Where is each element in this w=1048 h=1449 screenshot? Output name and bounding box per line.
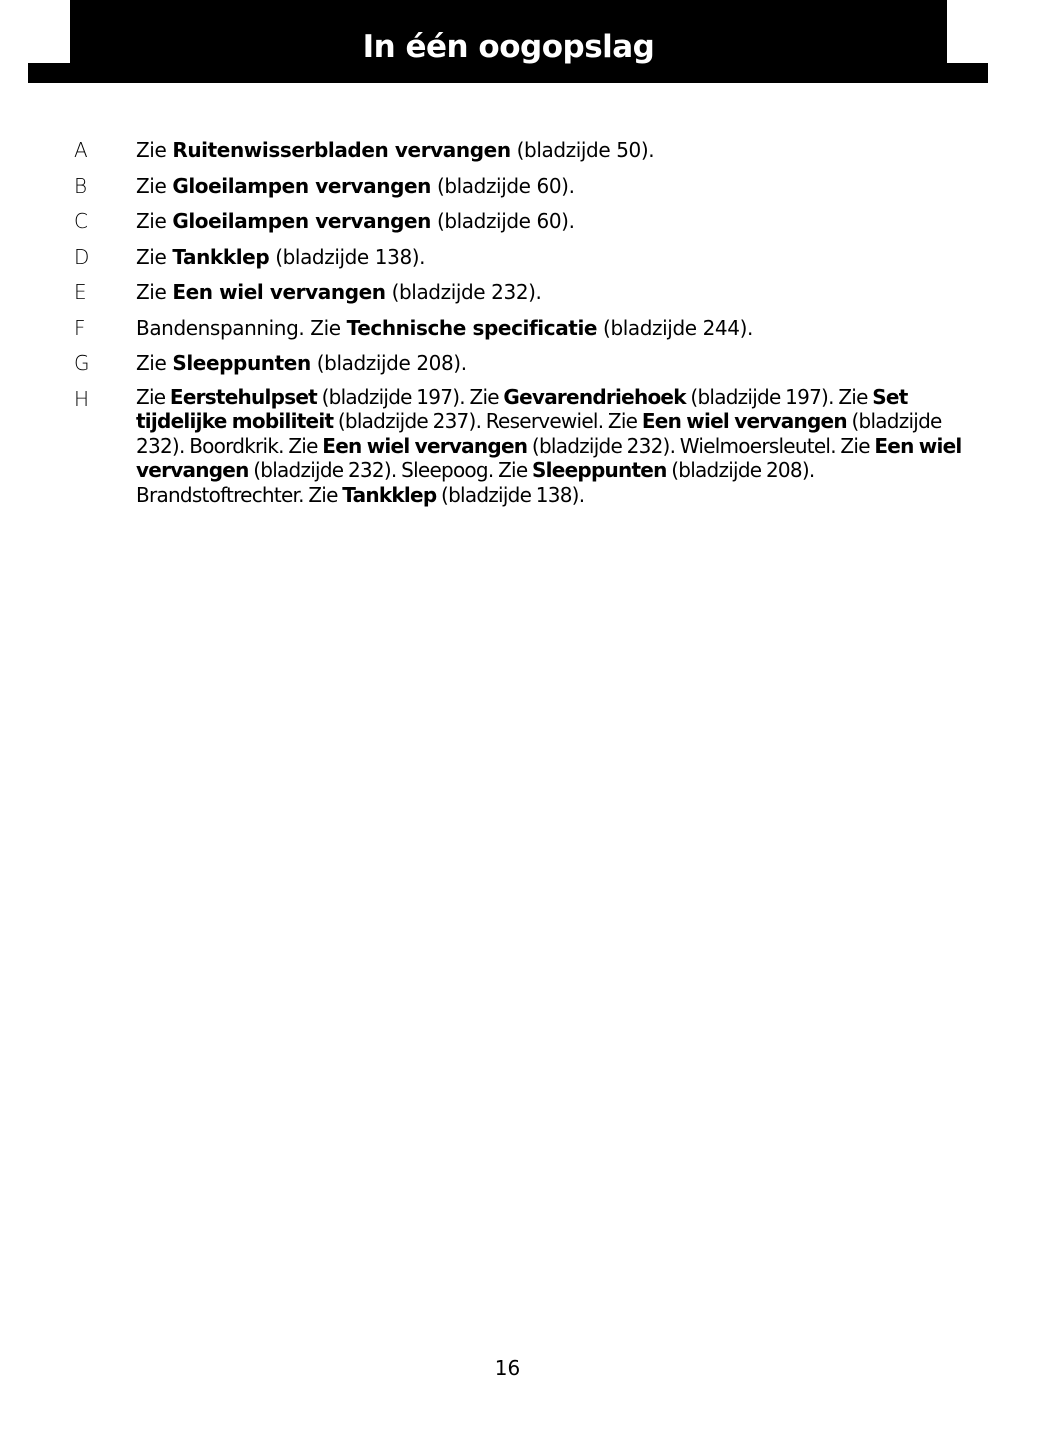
text-run: (bladzijde 138). xyxy=(436,482,585,507)
legend-text xyxy=(136,349,986,378)
text-run: (bladzijde 232). Boordkrik. Zie xyxy=(136,409,942,458)
legend-letter: H xyxy=(74,386,90,411)
text-run: (bladzijde 208). xyxy=(310,351,467,375)
text-run: (bladzijde 197). Zie xyxy=(316,384,504,409)
text-run: (bladzijde 60). xyxy=(431,173,575,198)
text-run: Zie xyxy=(136,244,173,269)
legend-text xyxy=(136,136,986,165)
section-reference: Technische specificatie xyxy=(346,315,598,340)
legend-letter: A xyxy=(74,138,88,162)
legend-text xyxy=(136,278,986,307)
legend-text xyxy=(136,314,986,343)
section-reference: Eerstehulpset xyxy=(169,384,317,409)
legend-letter: G xyxy=(74,351,90,375)
section-reference: Sleeppunten xyxy=(532,458,667,482)
legend-list xyxy=(0,136,1048,507)
section-reference: Een wiel vervangen xyxy=(172,280,386,304)
legend-item-c xyxy=(0,207,1048,243)
text-run: Zie xyxy=(136,209,173,233)
legend-item-g xyxy=(0,349,1048,385)
section-reference: Tankklep xyxy=(172,244,270,269)
section-reference: Ruitenwisserbladen vervangen xyxy=(172,138,511,162)
text-run: Zie xyxy=(136,351,173,375)
text-run: (bladzijde 197). Zie xyxy=(685,384,873,409)
legend-item-b xyxy=(0,172,1048,208)
text-run: (bladzijde 232). Sleepoog. Zie xyxy=(248,458,532,482)
legend-item-a xyxy=(0,136,1048,172)
legend-letter: F xyxy=(74,315,86,340)
legend-item-h xyxy=(0,385,1048,508)
text-run: Zie xyxy=(136,173,173,198)
text-run: Zie xyxy=(136,138,173,162)
section-reference: Gloeilampen vervangen xyxy=(172,209,431,233)
text-run: (bladzijde 50). xyxy=(510,138,655,162)
legend-letter: C xyxy=(74,209,88,233)
section-reference: Tankklep xyxy=(342,482,437,507)
legend-item-d xyxy=(0,243,1048,279)
text-run: Zie xyxy=(136,280,173,304)
text-run: (bladzijde 208). Brandstoftrechter. Zie xyxy=(136,458,815,507)
text-run: (bladzijde 232). Wielmoersleutel. Zie xyxy=(527,433,875,458)
page-number: 16 xyxy=(494,1356,521,1380)
section-reference: Een wiel vervangen xyxy=(136,433,962,482)
legend-text xyxy=(136,385,986,508)
text-run: (bladzijde 60). xyxy=(431,209,575,233)
page-title: In één oogopslag xyxy=(362,29,655,65)
section-reference: Sleeppunten xyxy=(172,351,311,375)
text-run: (bladzijde 244). xyxy=(597,315,753,340)
text-run: Bandenspanning. Zie xyxy=(136,315,347,340)
legend-letter: E xyxy=(74,280,87,304)
legend-text xyxy=(136,243,986,272)
text-run: (bladzijde 138). xyxy=(269,244,426,269)
section-reference: Gevarendriehoek xyxy=(503,384,686,409)
text-run: (bladzijde 232). xyxy=(385,280,542,304)
legend-item-e xyxy=(0,278,1048,314)
text-run: Zie xyxy=(136,384,170,409)
section-reference: Een wiel vervangen xyxy=(322,433,528,458)
text-run: (bladzijde 237). Reservewiel. Zie xyxy=(333,409,642,433)
section-reference: Set tijdelijke mobiliteit xyxy=(136,384,908,433)
legend-letter: D xyxy=(74,244,90,269)
legend-letter: B xyxy=(74,173,88,198)
legend-text xyxy=(136,172,986,201)
section-reference: Gloeilampen vervangen xyxy=(172,173,431,198)
section-reference: Een wiel vervangen xyxy=(641,409,847,433)
legend-text xyxy=(136,207,986,236)
legend-item-f xyxy=(0,314,1048,350)
